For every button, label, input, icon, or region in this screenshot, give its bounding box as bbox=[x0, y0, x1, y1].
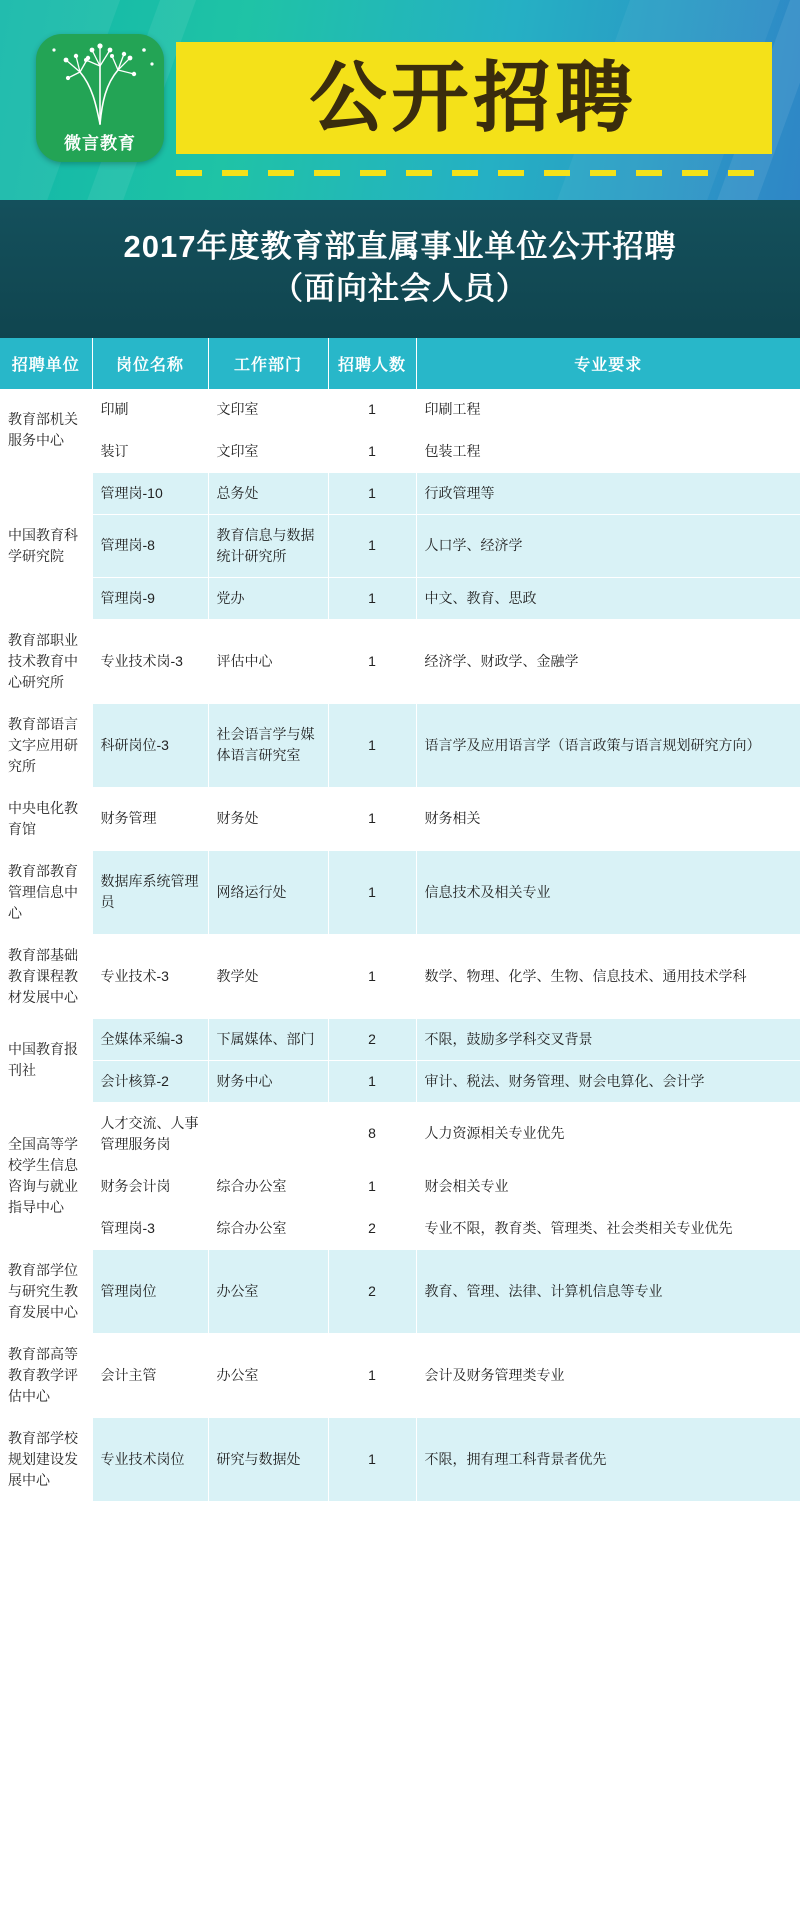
cell-dept: 财务处 bbox=[208, 787, 328, 850]
cell-major: 语言学及应用语言学（语言政策与语言规划研究方向） bbox=[416, 703, 800, 787]
cell-dept: 办公室 bbox=[208, 1333, 328, 1417]
cell-post: 管理岗-9 bbox=[92, 577, 208, 619]
cell-num: 1 bbox=[328, 472, 416, 514]
recruitment-table bbox=[0, 338, 800, 1502]
app-logo bbox=[36, 34, 164, 162]
cell-post: 人才交流、人事管理服务岗 bbox=[92, 1102, 208, 1165]
cell-dept: 教学处 bbox=[208, 934, 328, 1018]
header-major: 专业要求 bbox=[416, 338, 800, 389]
header-num: 招聘人数 bbox=[328, 338, 416, 389]
table-row bbox=[0, 577, 800, 619]
cell-major: 审计、税法、财务管理、财会电算化、会计学 bbox=[416, 1060, 800, 1102]
cell-post: 管理岗-3 bbox=[92, 1207, 208, 1249]
table-row bbox=[0, 850, 800, 934]
cell-unit: 教育部学校规划建设发展中心 bbox=[0, 1417, 92, 1501]
cell-major: 印刷工程 bbox=[416, 389, 800, 431]
cell-num: 1 bbox=[328, 1417, 416, 1501]
cell-major: 不限，拥有理工科背景者优先 bbox=[416, 1417, 800, 1501]
cell-post: 数据库系统管理员 bbox=[92, 850, 208, 934]
logo-caption: 微言教育 bbox=[64, 134, 136, 153]
cell-dept: 综合办公室 bbox=[208, 1165, 328, 1207]
cell-post: 专业技术岗-3 bbox=[92, 619, 208, 703]
cell-dept: 教育信息与数据统计研究所 bbox=[208, 514, 328, 577]
table-row bbox=[0, 619, 800, 703]
cell-unit: 教育部基础教育课程教材发展中心 bbox=[0, 934, 92, 1018]
cell-post: 装订 bbox=[92, 430, 208, 472]
banner-dashes bbox=[176, 170, 772, 176]
cell-num: 2 bbox=[328, 1207, 416, 1249]
table-row bbox=[0, 1060, 800, 1102]
cell-major: 不限，鼓励多学科交叉背景 bbox=[416, 1018, 800, 1060]
cell-unit: 教育部教育管理信息中心 bbox=[0, 850, 92, 934]
cell-unit: 教育部学位与研究生教育发展中心 bbox=[0, 1249, 92, 1333]
table-row bbox=[0, 430, 800, 472]
cell-major: 财务相关 bbox=[416, 787, 800, 850]
page-title-line2: （面向社会人员） bbox=[272, 270, 528, 306]
cell-dept: 社会语言学与媒体语言研究室 bbox=[208, 703, 328, 787]
header-post: 岗位名称 bbox=[92, 338, 208, 389]
cell-unit: 教育部语言文字应用研究所 bbox=[0, 703, 92, 787]
banner-title-band bbox=[176, 42, 772, 154]
cell-post: 会计核算-2 bbox=[92, 1060, 208, 1102]
cell-dept: 党办 bbox=[208, 577, 328, 619]
cell-dept: 下属媒体、部门 bbox=[208, 1018, 328, 1060]
cell-major: 人力资源相关专业优先 bbox=[416, 1102, 800, 1165]
cell-dept: 文印室 bbox=[208, 430, 328, 472]
cell-dept: 研究与数据处 bbox=[208, 1417, 328, 1501]
table-row bbox=[0, 1249, 800, 1333]
cell-major: 数学、物理、化学、生物、信息技术、通用技术学科 bbox=[416, 934, 800, 1018]
table-row bbox=[0, 1102, 800, 1165]
cell-dept: 网络运行处 bbox=[208, 850, 328, 934]
cell-num: 1 bbox=[328, 703, 416, 787]
table-row bbox=[0, 1417, 800, 1501]
cell-unit: 教育部高等教育教学评估中心 bbox=[0, 1333, 92, 1417]
cell-dept: 财务中心 bbox=[208, 1060, 328, 1102]
table-header-row bbox=[0, 338, 800, 389]
cell-post: 专业技术-3 bbox=[92, 934, 208, 1018]
cell-post: 管理岗-10 bbox=[92, 472, 208, 514]
cell-post: 科研岗位-3 bbox=[92, 703, 208, 787]
banner bbox=[0, 0, 800, 200]
cell-num: 1 bbox=[328, 514, 416, 577]
cell-num: 1 bbox=[328, 430, 416, 472]
cell-num: 1 bbox=[328, 1165, 416, 1207]
table-row bbox=[0, 1333, 800, 1417]
cell-num: 8 bbox=[328, 1102, 416, 1165]
cell-unit: 教育部机关服务中心 bbox=[0, 389, 92, 473]
cell-dept: 总务处 bbox=[208, 472, 328, 514]
table-row bbox=[0, 703, 800, 787]
cell-major: 行政管理等 bbox=[416, 472, 800, 514]
page-title bbox=[0, 200, 800, 338]
cell-unit: 教育部职业技术教育中心研究所 bbox=[0, 619, 92, 703]
cell-dept: 评估中心 bbox=[208, 619, 328, 703]
cell-num: 1 bbox=[328, 619, 416, 703]
table-row bbox=[0, 934, 800, 1018]
table-row bbox=[0, 1018, 800, 1060]
cell-post: 印刷 bbox=[92, 389, 208, 431]
table-body bbox=[0, 389, 800, 1502]
cell-major: 财会相关专业 bbox=[416, 1165, 800, 1207]
table-row bbox=[0, 389, 800, 431]
cell-num: 1 bbox=[328, 577, 416, 619]
cell-num: 1 bbox=[328, 1333, 416, 1417]
cell-post: 专业技术岗位 bbox=[92, 1417, 208, 1501]
table-row bbox=[0, 514, 800, 577]
cell-num: 2 bbox=[328, 1249, 416, 1333]
cell-major: 人口学、经济学 bbox=[416, 514, 800, 577]
cell-post: 全媒体采编-3 bbox=[92, 1018, 208, 1060]
header-dept: 工作部门 bbox=[208, 338, 328, 389]
cell-num: 1 bbox=[328, 934, 416, 1018]
table-row bbox=[0, 787, 800, 850]
cell-major: 中文、教育、思政 bbox=[416, 577, 800, 619]
cell-post: 会计主管 bbox=[92, 1333, 208, 1417]
header-unit: 招聘单位 bbox=[0, 338, 92, 389]
cell-unit: 中国教育报刊社 bbox=[0, 1018, 92, 1102]
cell-dept bbox=[208, 1102, 328, 1165]
cell-dept: 综合办公室 bbox=[208, 1207, 328, 1249]
cell-unit: 全国高等学校学生信息咨询与就业指导中心 bbox=[0, 1102, 92, 1249]
table-row bbox=[0, 1207, 800, 1249]
cell-num: 1 bbox=[328, 850, 416, 934]
cell-major: 教育、管理、法律、计算机信息等专业 bbox=[416, 1249, 800, 1333]
cell-dept: 文印室 bbox=[208, 389, 328, 431]
page-title-line1: 2017年度教育部直属事业单位公开招聘 bbox=[123, 229, 677, 264]
cell-major: 信息技术及相关专业 bbox=[416, 850, 800, 934]
cell-post: 财务会计岗 bbox=[92, 1165, 208, 1207]
cell-unit: 中央电化教育馆 bbox=[0, 787, 92, 850]
cell-major: 专业不限，教育类、管理类、社会类相关专业优先 bbox=[416, 1207, 800, 1249]
cell-major: 经济学、财政学、金融学 bbox=[416, 619, 800, 703]
cell-num: 2 bbox=[328, 1018, 416, 1060]
cell-num: 1 bbox=[328, 389, 416, 431]
cell-post: 财务管理 bbox=[92, 787, 208, 850]
table-row bbox=[0, 1165, 800, 1207]
cell-num: 1 bbox=[328, 787, 416, 850]
cell-num: 1 bbox=[328, 1060, 416, 1102]
table-row bbox=[0, 472, 800, 514]
cell-post: 管理岗-8 bbox=[92, 514, 208, 577]
cell-major: 包装工程 bbox=[416, 430, 800, 472]
dandelion-icon bbox=[36, 38, 164, 130]
cell-dept: 办公室 bbox=[208, 1249, 328, 1333]
cell-major: 会计及财务管理类专业 bbox=[416, 1333, 800, 1417]
banner-title: 公开招聘 bbox=[310, 53, 638, 142]
cell-post: 管理岗位 bbox=[92, 1249, 208, 1333]
cell-unit: 中国教育科学研究院 bbox=[0, 472, 92, 619]
